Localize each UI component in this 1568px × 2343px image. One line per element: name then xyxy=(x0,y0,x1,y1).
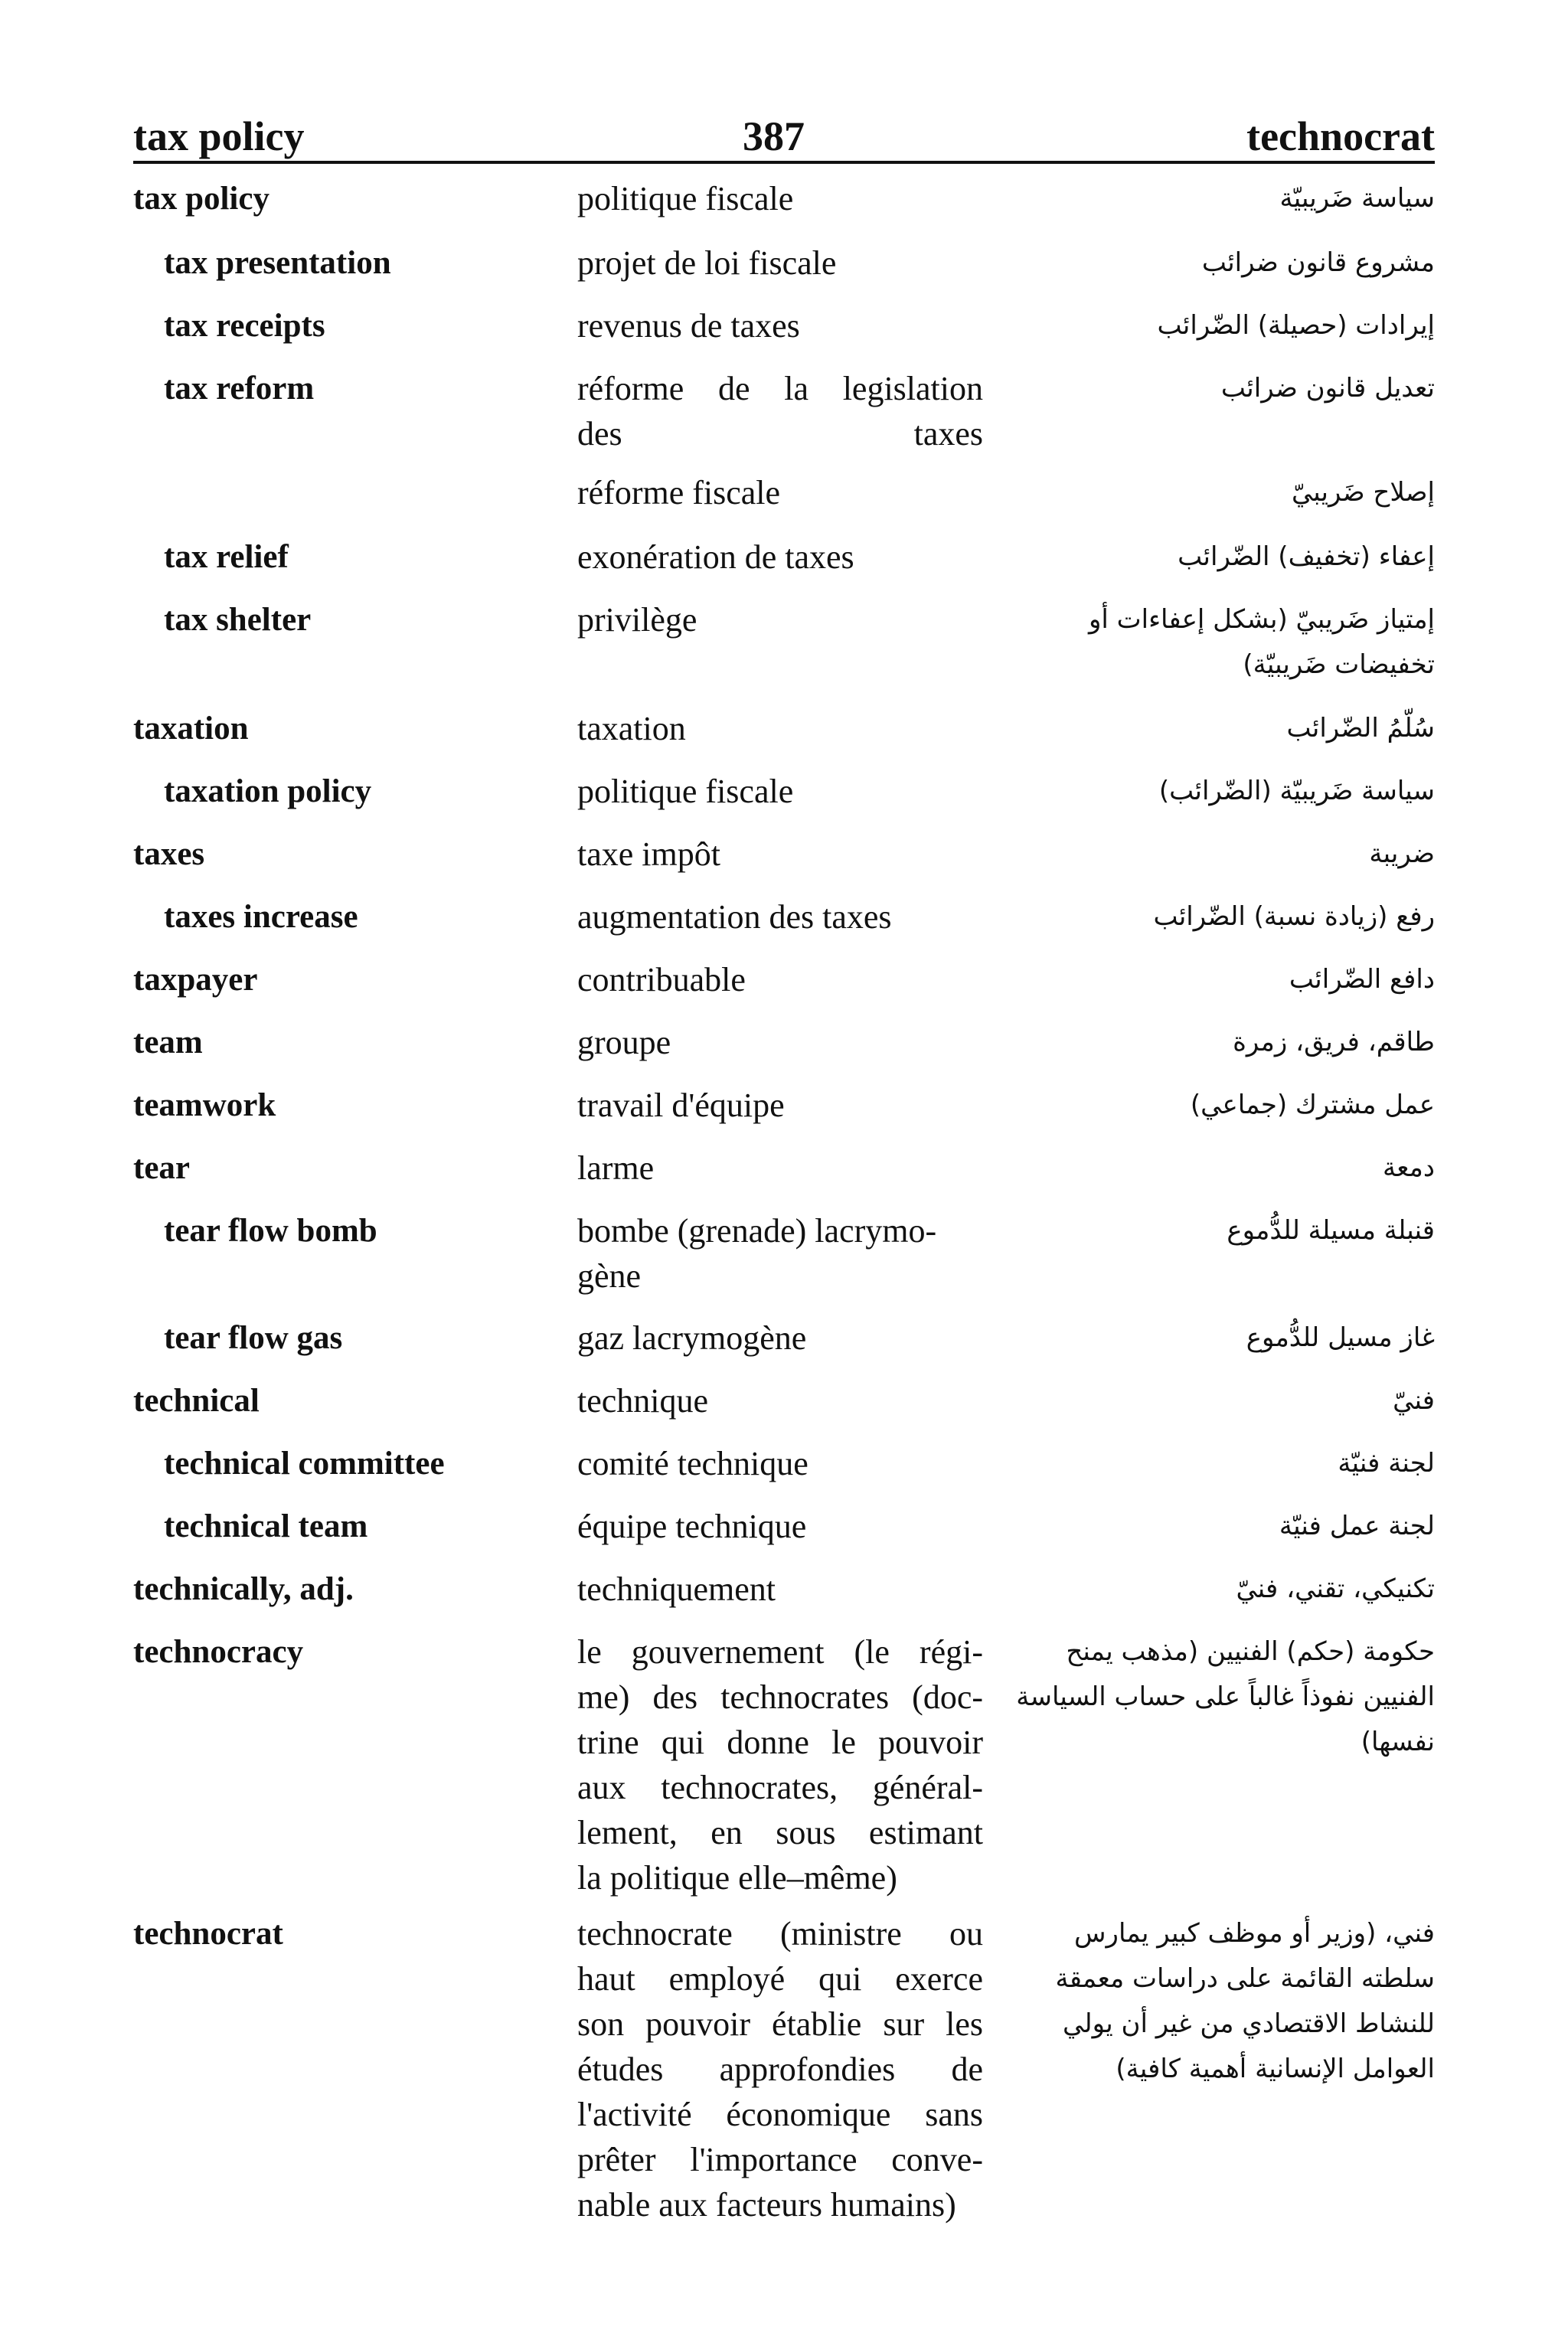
arabic-line xyxy=(1006,411,1435,456)
header-last-term: technocrat xyxy=(1246,113,1435,159)
entry-french xyxy=(577,1145,983,1191)
entry-arabic xyxy=(1006,1441,1435,1486)
french-line: me) des technocrates (doc- xyxy=(577,1678,983,1716)
entry-term: tax policy xyxy=(133,181,270,217)
entry-french xyxy=(577,706,983,751)
french-line: nable aux facteurs humains) xyxy=(577,2186,956,2224)
entry-french xyxy=(577,303,983,348)
page-header xyxy=(133,106,1435,164)
entry-french xyxy=(577,1629,983,1900)
arabic-line: ضريبة xyxy=(1369,838,1435,869)
entry-arabic xyxy=(1006,1208,1435,1253)
french-line: larme xyxy=(577,1149,655,1187)
entry-arabic xyxy=(1006,769,1435,814)
entry-arabic xyxy=(1006,303,1435,348)
arabic-line: إصلاح ضَريبيّ xyxy=(1291,477,1435,508)
entry-french xyxy=(577,1208,983,1299)
french-line: taxation xyxy=(577,710,686,747)
arabic-line: سُلّمُ الضّرائب xyxy=(1286,713,1435,743)
entry-arabic xyxy=(1006,1378,1435,1423)
arabic-line: الفنيين نفوذاً غالباً على حساب السياسة xyxy=(1016,1681,1435,1712)
entry-term: taxes xyxy=(133,836,205,872)
french-line: trine qui donne le pouvoir xyxy=(577,1724,983,1761)
french-line: contribuable xyxy=(577,961,746,998)
entry-term: taxes increase xyxy=(164,899,358,935)
entry-arabic xyxy=(1006,176,1435,221)
arabic-line: تكنيكي، تقني، فنيّ xyxy=(1236,1573,1435,1604)
arabic-line: سياسة ضَريبيّة xyxy=(1279,183,1435,214)
french-line: comité technique xyxy=(577,1445,808,1482)
entry-arabic xyxy=(1006,832,1435,877)
french-line: son pouvoir établie sur les xyxy=(577,2005,983,2043)
entry-term: taxation policy xyxy=(164,773,372,809)
arabic-line: دافع الضّرائب xyxy=(1289,964,1435,995)
arabic-line: سلطته القائمة على دراسات معمقة xyxy=(1055,1963,1435,1994)
entry-french xyxy=(577,176,983,221)
entry-arabic xyxy=(1006,240,1435,286)
french-line: projet de loi fiscale xyxy=(577,244,837,282)
entry-arabic xyxy=(1006,534,1435,580)
entry-term: team xyxy=(133,1024,203,1060)
french-line: réforme de la legislation xyxy=(577,370,983,407)
entry-french xyxy=(577,1504,983,1549)
entry-french xyxy=(577,1315,983,1361)
entry-arabic xyxy=(1006,1629,1435,1765)
entry-french xyxy=(577,1567,983,1612)
entry-arabic xyxy=(1006,1911,1435,2092)
french-line: études approfondies de xyxy=(577,2051,983,2088)
arabic-line: مشروع قانون ضرائب xyxy=(1201,247,1435,278)
entry-term: technical xyxy=(133,1383,260,1419)
entry-term: tax shelter xyxy=(164,602,312,638)
arabic-line: رفع (زيادة نسبة) الضّرائب xyxy=(1153,901,1435,932)
entry-french xyxy=(577,597,983,642)
entry-arabic xyxy=(1006,597,1435,688)
arabic-line: غاز مسيل للدُّموع xyxy=(1246,1322,1435,1353)
french-line: aux technocrates, général- xyxy=(577,1769,983,1806)
arabic-line: سياسة ضَريبيّة (الضّرائب) xyxy=(1158,776,1435,806)
entry-arabic xyxy=(1006,1145,1435,1191)
french-line: prêter l'importance conve- xyxy=(577,2141,983,2178)
french-line: gaz lacrymogène xyxy=(577,1319,807,1357)
arabic-line: لجنة فنيّة xyxy=(1338,1448,1435,1479)
entry-arabic xyxy=(1006,1567,1435,1612)
entry-arabic xyxy=(1006,1020,1435,1065)
entry-french xyxy=(577,1911,983,2227)
entry-french xyxy=(577,1083,983,1128)
french-line: augmentation des taxes xyxy=(577,898,892,936)
french-line: haut employé qui exerce xyxy=(577,1960,983,1998)
entry-term: tax presentation xyxy=(164,245,391,281)
entry-term: technical team xyxy=(164,1508,368,1544)
arabic-line: إعفاء (تخفيف) الضّرائب xyxy=(1178,541,1435,572)
entry-term: tear xyxy=(133,1150,190,1186)
entry-french xyxy=(577,534,983,580)
french-line: lement, en sous estimant xyxy=(577,1814,983,1851)
french-line: politique fiscale xyxy=(577,773,794,810)
entry-french xyxy=(577,894,983,939)
entry-term: teamwork xyxy=(133,1087,276,1123)
french-line: revenus de taxes xyxy=(577,307,800,345)
entry-french xyxy=(577,1441,983,1486)
french-line: gène xyxy=(577,1257,642,1295)
entry-term: tear flow bomb xyxy=(164,1213,377,1249)
french-line: technique xyxy=(577,1382,709,1420)
french-line: groupe xyxy=(577,1024,671,1061)
entry-french xyxy=(577,366,983,515)
french-line: technocrate (ministre ou xyxy=(577,1915,983,1953)
entry-arabic xyxy=(1006,706,1435,751)
arabic-line: نفسها) xyxy=(1361,1727,1435,1757)
entry-term: taxpayer xyxy=(133,962,258,998)
arabic-line: تخفيضات ضَريبيّة) xyxy=(1243,649,1435,680)
entry-term: tax reform xyxy=(164,371,315,407)
entry-french xyxy=(577,832,983,877)
arabic-line: العوامل الإنسانية أهمية كافية) xyxy=(1116,2054,1435,2084)
french-line: réforme fiscale xyxy=(577,474,781,511)
entry-french xyxy=(577,240,983,286)
french-line: travail d'équipe xyxy=(577,1087,785,1124)
entry-term: taxation xyxy=(133,711,249,747)
entry-arabic xyxy=(1006,957,1435,1002)
entry-arabic xyxy=(1006,366,1435,515)
entry-term: technocracy xyxy=(133,1634,304,1670)
entry-term: technical committee xyxy=(164,1446,445,1482)
arabic-line: إيرادات (حصيلة) الضّرائب xyxy=(1157,310,1435,341)
arabic-line: لجنة عمل فنيّة xyxy=(1279,1511,1435,1541)
french-line: exonération de taxes xyxy=(577,538,854,576)
french-line: taxe impôt xyxy=(577,835,720,873)
page-number: 387 xyxy=(743,113,805,159)
arabic-line: فنيّ xyxy=(1393,1385,1435,1416)
french-line: politique fiscale xyxy=(577,180,794,217)
entry-term: technically, adj. xyxy=(133,1571,354,1607)
header-first-term: tax policy xyxy=(133,113,305,159)
french-line: le gouvernement (le régi- xyxy=(577,1633,983,1671)
entry-french xyxy=(577,1020,983,1065)
entry-term: technocrat xyxy=(133,1916,283,1952)
entry-french xyxy=(577,957,983,1002)
entry-term: tax receipts xyxy=(164,308,325,344)
french-line: la politique elle–même) xyxy=(577,1859,897,1897)
entry-french xyxy=(577,1378,983,1423)
french-line: l'activité économique sans xyxy=(577,2096,983,2133)
french-line: bombe (grenade) lacrymo- xyxy=(577,1212,937,1250)
entry-arabic xyxy=(1006,1504,1435,1549)
arabic-line: دمعة xyxy=(1383,1152,1435,1183)
arabic-line: إمتياز ضَريبيّ (بشكل إعفاءات أو xyxy=(1088,604,1435,635)
french-line: techniquement xyxy=(577,1570,776,1608)
arabic-line: حكومة (حكم) الفنيين (مذهب يمنح xyxy=(1066,1636,1435,1667)
french-line: équipe technique xyxy=(577,1508,807,1545)
entry-arabic xyxy=(1006,1315,1435,1361)
arabic-line: فني، (وزير أو موظف كبير يمارس xyxy=(1074,1918,1435,1949)
entry-arabic xyxy=(1006,894,1435,939)
arabic-line: طاقم، فريق، زمرة xyxy=(1233,1027,1435,1057)
arabic-line: للنشاط الاقتصادي من غير أن يولي xyxy=(1062,2008,1435,2039)
arabic-line: تعديل قانون ضرائب xyxy=(1220,373,1435,404)
french-line: privilège xyxy=(577,601,697,639)
entry-french xyxy=(577,769,983,814)
arabic-line: عمل مشترك (جماعي) xyxy=(1190,1090,1435,1120)
entry-arabic xyxy=(1006,1083,1435,1128)
french-line: des taxes xyxy=(577,415,983,453)
entry-term: tear flow gas xyxy=(164,1320,343,1356)
entry-term: tax relief xyxy=(164,539,289,575)
arabic-line: قنبلة مسيلة للدُّموع xyxy=(1227,1215,1435,1246)
